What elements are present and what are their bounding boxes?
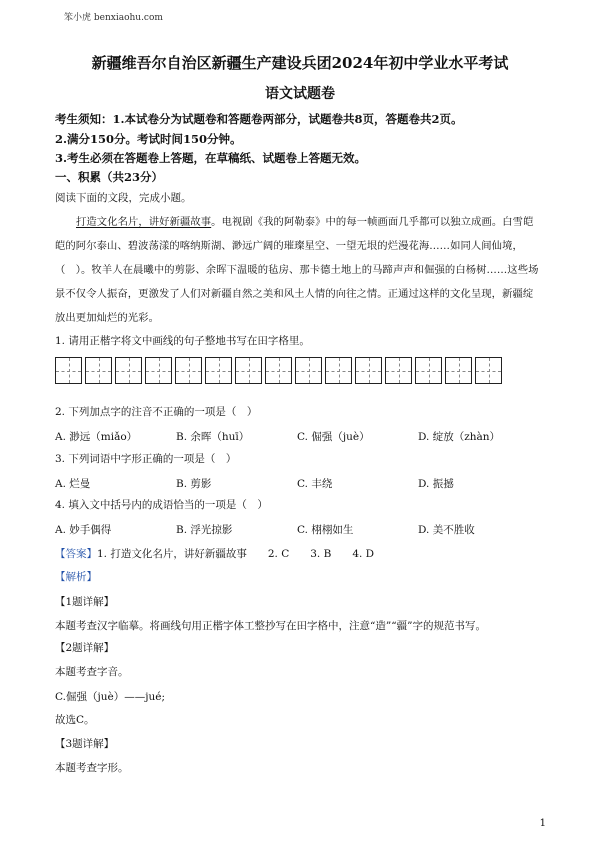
tianzige-cell[interactable] — [205, 357, 232, 384]
section-heading: 一、积累（共23分） — [55, 170, 164, 184]
question-4-stem: 4. 填入文中括号内的成语恰当的一项是（ ） — [55, 499, 268, 511]
notice-line-3: 3.考生必须在答题卷上答题，在草稿纸、试题卷上答题无效。 — [55, 151, 367, 165]
question-3-stem: 3. 下列词语中字形正确的一项是（ ） — [55, 453, 237, 465]
q3-option-c[interactable]: C. 丰绕 — [297, 478, 333, 490]
q2-option-d[interactable]: D. 绽放（zhàn） — [418, 431, 501, 443]
q3-option-d[interactable]: D. 振撼 — [418, 478, 454, 490]
q2-detail-line-1: 本题考查字音。 — [55, 666, 129, 678]
q4-option-a[interactable]: A. 妙手偶得 — [55, 524, 112, 536]
question-2-stem: 2. 下列加点字的注音不正确的一项是（ ） — [55, 406, 258, 418]
q1-detail-label: 【1题详解】 — [55, 596, 115, 608]
tianzige-cell[interactable] — [355, 357, 382, 384]
tianzige-cell[interactable] — [415, 357, 442, 384]
passage-line-1 — [76, 213, 533, 228]
tianzige-cell[interactable] — [115, 357, 142, 384]
answer-text: 1. 打造文化名片，讲好新疆故事 2. C 3. B 4. D — [97, 548, 375, 560]
tianzige-cell[interactable] — [445, 357, 472, 384]
tianzige-cell[interactable] — [145, 357, 172, 384]
page-number: 1 — [539, 818, 546, 829]
q4-option-b[interactable]: B. 浮光掠影 — [176, 524, 233, 536]
q3-option-a[interactable]: A. 烂曼 — [55, 478, 91, 490]
underlined-sentence: 打造文化名片，讲好新疆故事 — [76, 216, 212, 228]
tianzige-cell[interactable] — [385, 357, 412, 384]
tianzige-cell[interactable] — [295, 357, 322, 384]
exam-subtitle: 语文试题卷 — [265, 86, 335, 102]
tianzige-cell[interactable] — [175, 357, 202, 384]
tianzige-cell[interactable] — [85, 357, 112, 384]
q3-detail-text: 本题考查字形。 — [55, 762, 129, 774]
passage-line-1-rest: 。电视剧《我的阿勒泰》中的每一帧画面几乎都可以独立成画。白雪皑 — [211, 216, 534, 228]
reading-instruction: 阅读下面的文段，完成小题。 — [55, 192, 192, 204]
q2-detail-line-2: C.倔强（juè）——jué; — [55, 691, 165, 703]
tianzige-cell[interactable] — [265, 357, 292, 384]
notice-line-2: 2.满分150分。考试时间150分钟。 — [55, 132, 242, 146]
q2-detail-label: 【2题详解】 — [55, 642, 115, 654]
passage-line-3: （ ）。牧羊人在晨曦中的剪影、余晖下温暖的毡房、那卡德土地上的马蹄声声和倔强的白杨树……这些场 — [55, 264, 539, 276]
passage-line-5: 放出更加灿烂的光彩。 — [55, 312, 159, 324]
tianzige-cell[interactable] — [235, 357, 262, 384]
q2-detail-line-3: 故选C。 — [55, 714, 95, 726]
tianzige-cell[interactable] — [475, 357, 502, 384]
q3-option-b[interactable]: B. 剪影 — [176, 478, 212, 490]
q4-option-d[interactable]: D. 美不胜收 — [418, 524, 475, 536]
analysis-label: 【解析】 — [55, 571, 97, 583]
passage-line-4: 景不仅令人振奋，更激发了人们对新疆自然之美和风土人情的向往之情。正通过这样的文化呈现，新疆绽 — [55, 288, 534, 300]
answer-label: 【答案】 — [55, 548, 97, 560]
q2-option-c[interactable]: C. 倔强（juè） — [297, 431, 370, 443]
q1-detail-text: 本题考查汉字临摹。将画线句用正楷字体工整抄写在田字格中，注意“造”“疆”字的规范书写。 — [55, 620, 486, 632]
tianzige-cell[interactable] — [55, 357, 82, 384]
tianzige-cell[interactable] — [325, 357, 352, 384]
tianzige-grid[interactable] — [55, 357, 505, 384]
passage-line-2: 皑的阿尔泰山、碧波荡漾的喀纳斯湖、渺远广阔的璀璨星空、一望无垠的烂漫花海……如同人间仙境， — [55, 240, 523, 252]
exam-title: 新疆维吾尔自治区新疆生产建设兵团2024年初中学业水平考试 — [91, 54, 509, 72]
watermark: 笨小虎 benxiaohu.com — [64, 13, 163, 23]
q2-option-a[interactable]: A. 渺远（miǎo） — [55, 431, 138, 443]
question-1: 1. 请用正楷字将文中画线的句子整地书写在田字格里。 — [55, 335, 310, 347]
q2-option-b[interactable]: B. 余晖（huī） — [176, 431, 250, 443]
q4-option-c[interactable]: C. 栩栩如生 — [297, 524, 354, 536]
notice-line-1: 考生须知：1.本试卷分为试题卷和答题卷两部分，试题卷共8页，答题卷共2页。 — [55, 112, 463, 126]
answer-line — [55, 546, 374, 561]
q3-detail-label: 【3题详解】 — [55, 738, 115, 750]
